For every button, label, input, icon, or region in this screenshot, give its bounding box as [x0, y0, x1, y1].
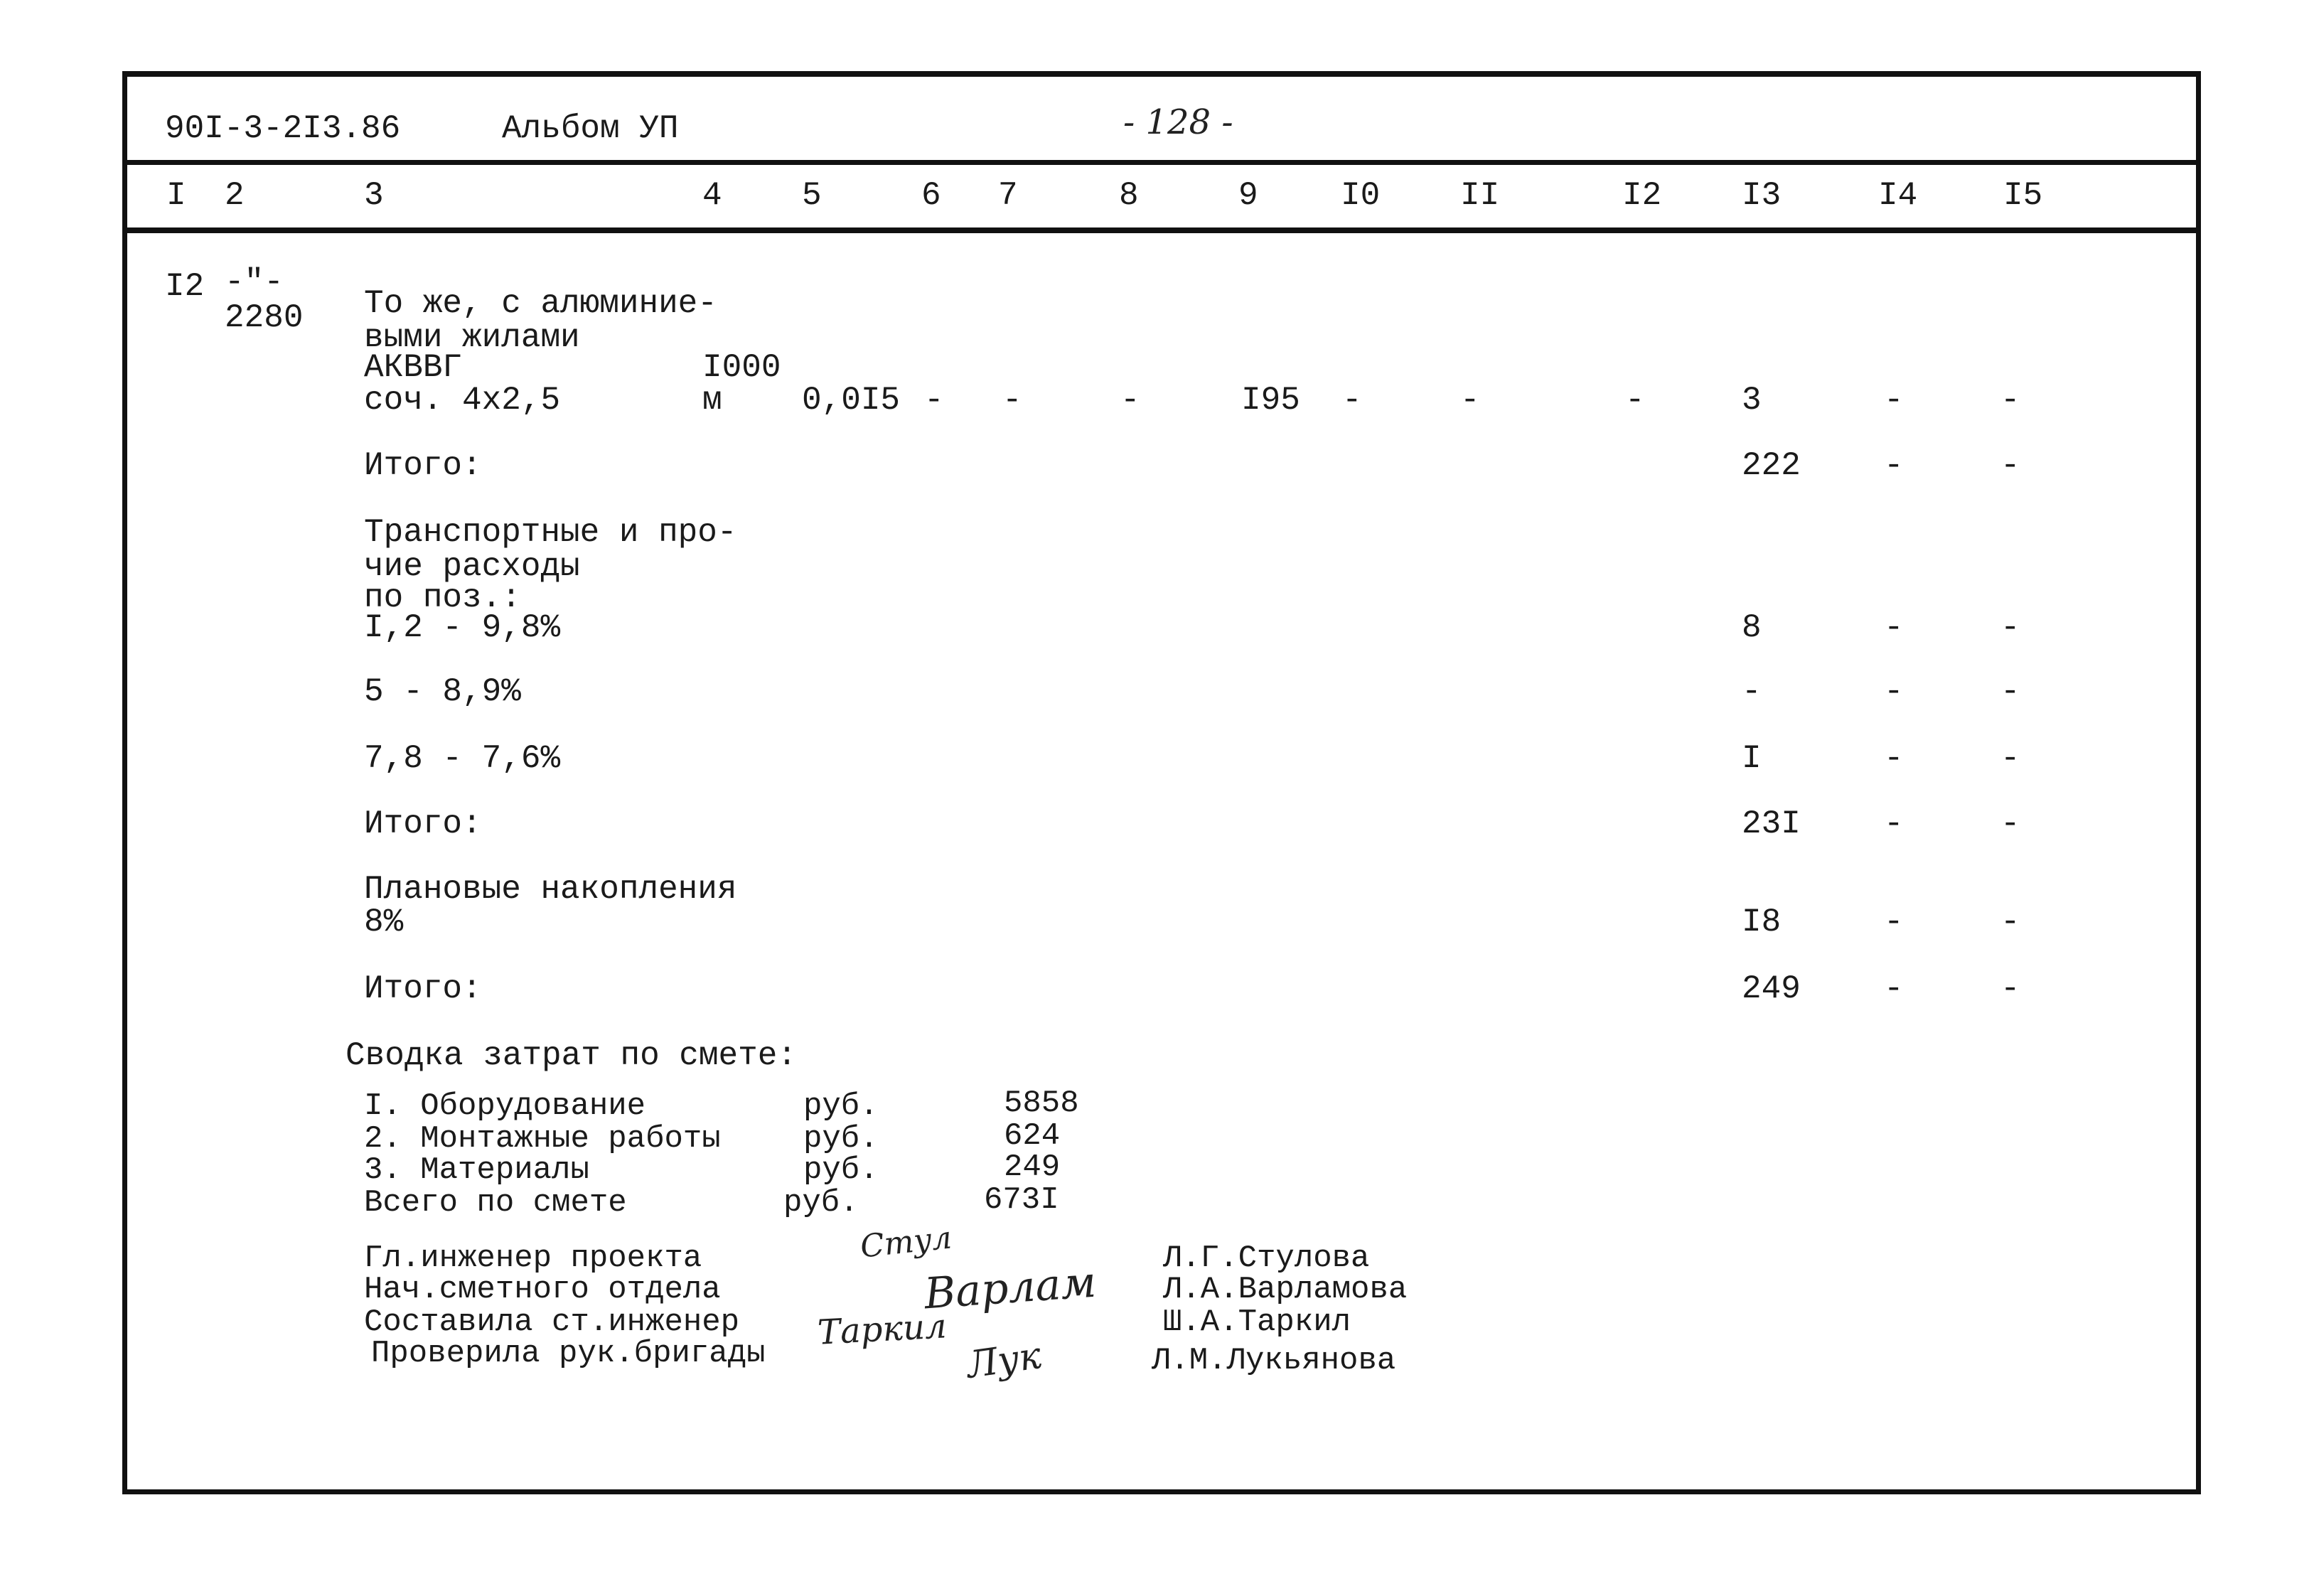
summary-item-unit: руб.	[803, 1088, 879, 1124]
summary-item-unit: руб.	[803, 1152, 879, 1188]
transport-desc-2: чие расходы	[364, 548, 580, 585]
row-col10: -	[1342, 382, 1362, 419]
total-label: Итого:	[364, 805, 482, 842]
transport-b-col13: -	[1742, 673, 1762, 710]
signature-role: Гл.инженер проекта	[364, 1241, 702, 1276]
total-col15: -	[2000, 970, 2020, 1007]
planned-col13: I8	[1742, 904, 1782, 941]
col-header-2: 2	[225, 177, 245, 214]
transport-c-col15: -	[2000, 740, 2020, 777]
signature-name: Л.М.Лукьянова	[1152, 1343, 1396, 1378]
total-col14: -	[1884, 970, 1904, 1007]
transport-c-col13: I	[1742, 740, 1762, 777]
row-number: I2	[165, 268, 205, 305]
col-header-15: I5	[2003, 177, 2043, 214]
planned-col15: -	[2000, 904, 2020, 941]
column-header-divider	[122, 227, 2201, 233]
handwritten-signature: Стул	[858, 1219, 954, 1265]
signature-role: Составила ст.инженер	[364, 1305, 740, 1340]
planned-col14: -	[1884, 904, 1904, 941]
col-header-5: 5	[802, 177, 822, 214]
transport-b-col14: -	[1884, 673, 1904, 710]
summary-item-value: 249	[1004, 1150, 1061, 1185]
row-ref: -"-	[225, 264, 284, 301]
handwritten-signature: Лук	[964, 1334, 1044, 1387]
col-header-14: I4	[1878, 177, 1918, 214]
summary-item-unit: руб.	[803, 1121, 879, 1157]
transport-a-label: I,2 - 9,8%	[364, 609, 561, 646]
col-header-7: 7	[998, 177, 1018, 214]
summary-item-label: I. Оборудование	[364, 1088, 646, 1124]
transport-desc-3: по поз.:	[364, 579, 521, 616]
row-qty: I000	[702, 349, 781, 386]
transport-c-label: 7,8 - 7,6%	[364, 740, 561, 777]
total-col13: 249	[1742, 970, 1801, 1007]
row-col11: -	[1460, 382, 1480, 419]
row-col12: -	[1625, 382, 1645, 419]
col-header-12: I2	[1622, 177, 1662, 214]
summary-item-label: 3. Материалы	[364, 1152, 589, 1188]
total-col13: 222	[1742, 447, 1801, 484]
row-col6: -	[924, 382, 944, 419]
total-label: Итого:	[364, 970, 482, 1007]
col-header-8: 8	[1119, 177, 1139, 214]
total-col14: -	[1884, 447, 1904, 484]
total-col15: -	[2000, 447, 2020, 484]
row-ref-code: 2280	[225, 299, 304, 336]
total-col15: -	[2000, 805, 2020, 842]
summary-item-unit: руб.	[783, 1185, 859, 1221]
row-desc-1: То же, с алюминие-	[364, 285, 717, 322]
col-header-1: I	[166, 177, 186, 214]
row-desc-3: АКВВГ	[364, 349, 463, 386]
page-number: - 128 -	[1123, 102, 1233, 142]
col-header-6: 6	[921, 177, 941, 214]
summary-item-label: Всего по смете	[364, 1185, 627, 1221]
transport-b-label: 5 - 8,9%	[364, 673, 521, 710]
planned-label-1: Плановые накопления	[364, 871, 737, 908]
summary-item-value: 5858	[1004, 1086, 1079, 1121]
col-header-13: I3	[1742, 177, 1782, 214]
handwritten-signature: Таркил	[816, 1306, 948, 1353]
row-col5: 0,0I5	[802, 382, 901, 419]
transport-c-col14: -	[1884, 740, 1904, 777]
total-col13: 23I	[1742, 805, 1801, 842]
total-label: Итого:	[364, 447, 482, 484]
row-unit: м	[702, 382, 722, 419]
transport-b-col15: -	[2000, 673, 2020, 710]
col-header-10: I0	[1341, 177, 1381, 214]
row-col15: -	[2000, 382, 2020, 419]
signature-role: Проверила рук.бригады	[371, 1336, 766, 1371]
col-header-11: II	[1460, 177, 1500, 214]
album-title: Альбом УП	[502, 110, 679, 147]
row-desc-4: соч. 4х2,5	[364, 382, 561, 419]
summary-item-label: 2. Монтажные работы	[364, 1121, 721, 1157]
transport-desc-1: Транспортные и про-	[364, 514, 737, 551]
signature-name: Л.А.Варламова	[1163, 1272, 1408, 1307]
signature-name: Л.Г.Стулова	[1163, 1241, 1370, 1276]
doc-code: 90I-3-2I3.86	[165, 110, 401, 147]
col-header-9: 9	[1238, 177, 1258, 214]
planned-label-2: 8%	[364, 904, 404, 941]
signature-name: Ш.А.Таркил	[1163, 1305, 1351, 1340]
header-divider	[122, 160, 2201, 165]
summary-item-value: 673I	[984, 1182, 1059, 1218]
summary-item-value: 624	[1004, 1118, 1061, 1154]
transport-a-col13: 8	[1742, 609, 1762, 646]
row-col9: I95	[1241, 382, 1300, 419]
total-col14: -	[1884, 805, 1904, 842]
row-col8: -	[1120, 382, 1140, 419]
summary-title: Сводка затрат по смете:	[345, 1037, 797, 1074]
signature-role: Нач.сметного отдела	[364, 1272, 721, 1307]
row-desc-2: выми жилами	[364, 319, 580, 356]
row-col7: -	[1002, 382, 1022, 419]
col-header-3: 3	[364, 177, 384, 214]
row-col14: -	[1884, 382, 1904, 419]
transport-a-col15: -	[2000, 609, 2020, 646]
row-col13: 3	[1742, 382, 1762, 419]
col-header-4: 4	[702, 177, 722, 214]
handwritten-signature: Варлам	[922, 1257, 1098, 1319]
transport-a-col14: -	[1884, 609, 1904, 646]
